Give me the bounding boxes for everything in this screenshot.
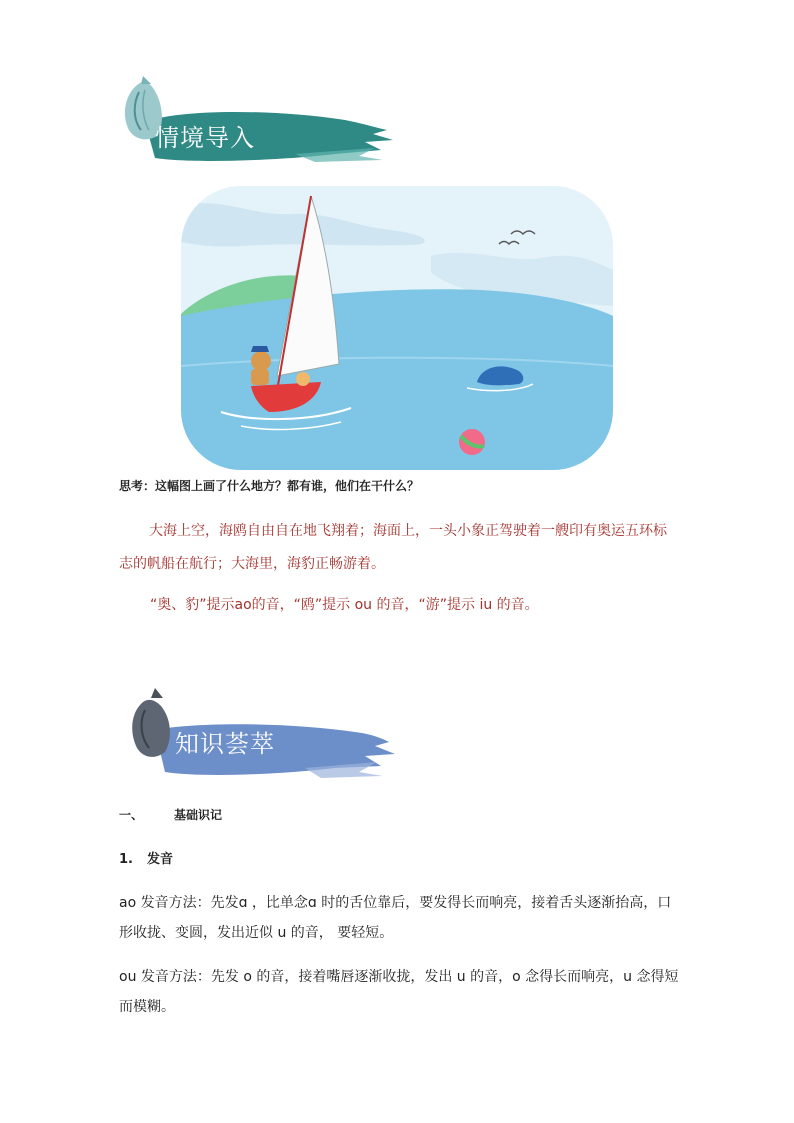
paragraph-ou: ou 发音方法：先发 o 的音，接着嘴唇逐渐收拢，发出 u 的音，o 念得长而响亮，u 念得短而模糊。 (119, 969, 679, 1015)
hint-text: “奥、豹”提示ao的音，“鸥”提示 ou 的音，“游”提示 iu 的音。 (150, 597, 539, 613)
section-number: 一、 (119, 808, 144, 822)
subsection-title: 发音 (147, 852, 174, 867)
section-title: 基础识记 (174, 808, 223, 822)
subsection-heading (119, 848, 173, 867)
sailboat-scene-image (181, 186, 613, 470)
section-heading (119, 806, 222, 823)
banner-title: 情境导入 (155, 124, 255, 152)
banner-title: 知识荟萃 (175, 730, 275, 758)
section-banner-knowledge (115, 682, 405, 782)
answer-paragraph: 大海上空，海鸥自由自在地飞翔着；海面上，一头小象正驾驶着一艘印有奥运五环标志的帆船在航行；大海里，海豹正畅游着。 (119, 523, 667, 572)
subsection-number: 1. (119, 852, 133, 867)
question-text: 思考：这幅图上画了什么地方？都有谁，他们在干什么？ (119, 479, 420, 493)
section-banner-intro (115, 70, 405, 170)
paragraph-ao: ao 发音方法：先发ɑ ，比单念ɑ 时的舌位靠后，要发得长而响亮，接着舌头逐渐抬高，口形收拢、变圆，发出近似 u 的音， 要轻短。 (119, 895, 672, 941)
